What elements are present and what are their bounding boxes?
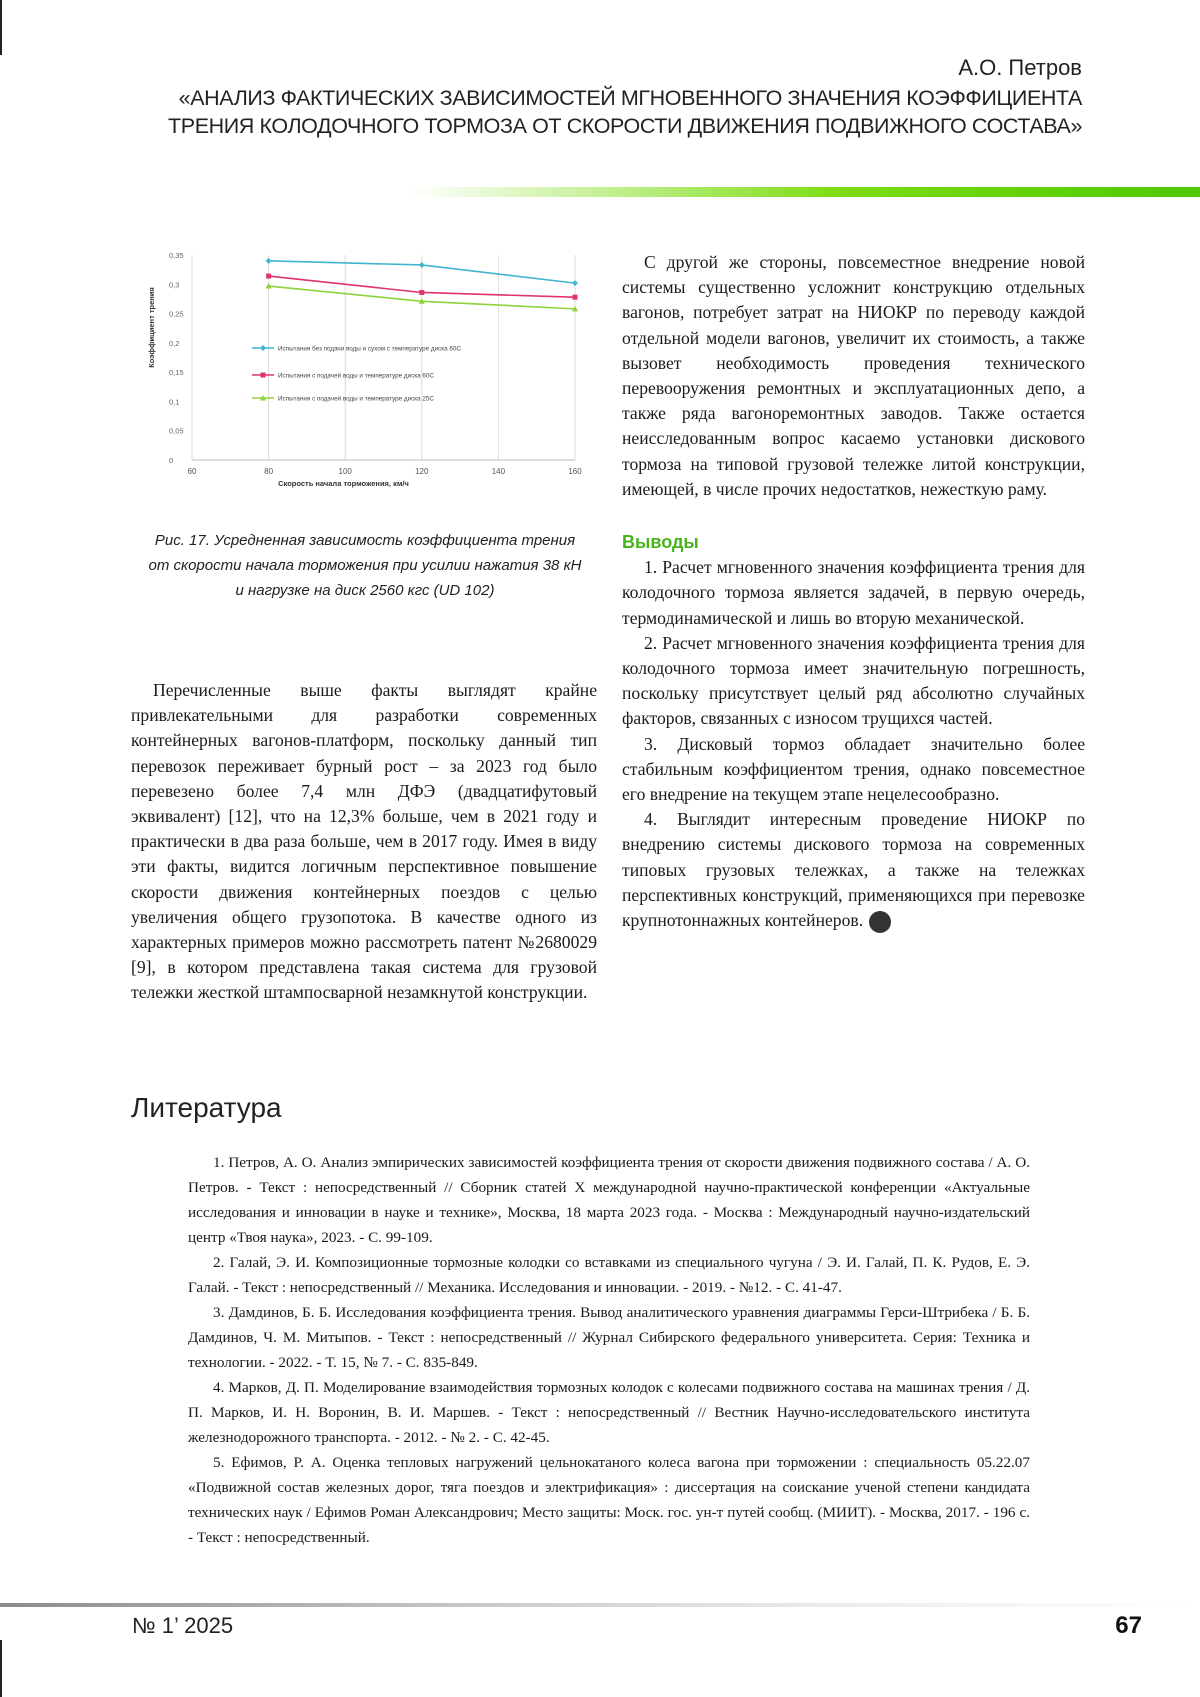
chart-x-tick: 140 bbox=[491, 467, 506, 476]
chart-y-label: Коэффициент трения bbox=[147, 287, 156, 368]
chart-y-tick: 0 bbox=[169, 456, 174, 465]
chart-point bbox=[573, 295, 578, 300]
paragraph: Перечисленные выше факты выглядят крайне привлекательными для разработки современных контейнерных вагонов-платформ, поскольку данный тип перевозок переживает бурный рост – за 2023 год было перевезено более 7,4 млн ДФЭ (двадцатифутовый эквивалент) [12], что на 12,3% больше, чем в 2021 году и практически в два раза больше, чем в 2017 году. Имея в виду эти факты, видится логичным перспективное повышение скорости движения контейнерных поездов с целью увеличения общего грузопотока. В качестве одного из характерных примеров можно рассмотреть патент №2680029 [9], в котором представлена такая система для грузовой тележки жесткой штампосварной незамкнутой конструкции. bbox=[131, 680, 597, 1003]
reference-item: 4. Марков, Д. П. Моделирование взаимодействия тормозных колодок с колесами подвижного состава на машинах трения / Д. П. Марков, И. Н. Воронин, В. И. Маршев. - Текст : непосредственный // Вестник Научно-исследовательского института железнодорожного транспорта. - 2012. - № 2. - С. 42-45. bbox=[188, 1379, 1030, 1446]
chart-legend-label: Испытания с подачей воды и температуре диска 60С bbox=[278, 372, 434, 380]
issue-number: № 1’ 2025 bbox=[132, 1613, 234, 1638]
chart-legend-label: Испытания с подачей воды и температуре диска 25С bbox=[278, 395, 434, 403]
header-accent-bar bbox=[410, 187, 1200, 197]
chart-y-tick: 0,05 bbox=[169, 426, 184, 436]
page-number: 67 bbox=[1115, 1612, 1142, 1639]
conclusions-heading: Выводы bbox=[622, 532, 699, 553]
chart-x-tick: 100 bbox=[338, 467, 352, 476]
caption-line1: Рис. 17. Усредненная зависимость коэффициента трения bbox=[154, 532, 576, 549]
right-column bbox=[622, 250, 1085, 933]
header-title-line2: ТРЕНИЯ КОЛОДОЧНОГО ТОРМОЗА ОТ СКОРОСТИ ДВИЖЕНИЯ ПОДВИЖНОГО СОСТАВА» bbox=[168, 114, 1082, 138]
chart-x-tick: 60 bbox=[187, 467, 197, 476]
conclusion-3: 3. Дисковый тормоз обладает значительно более стабильным коэффициентом трения, однако повсеместное его внедрение на текущем этапе нецелесообразно. bbox=[622, 733, 1085, 805]
reference-list bbox=[188, 1150, 1030, 1550]
chart-y-tick: 0,1 bbox=[169, 397, 180, 407]
crop-mark-bottom bbox=[0, 1640, 2, 1697]
literature-heading: Литература bbox=[131, 1092, 282, 1123]
chart-y-tick: 0,3 bbox=[169, 280, 180, 290]
caption-line3: и нагрузке на диск 2560 кгс (UD 102) bbox=[235, 582, 495, 599]
chart-legend-marker bbox=[261, 373, 266, 378]
chart-x-tick: 160 bbox=[568, 467, 582, 476]
left-column bbox=[131, 678, 597, 1006]
paragraph: С другой же стороны, повсеместное внедрение новой системы существенно усложнит конструкцию отдельных вагонов, потребует затрат на НИОКР по переводу каждой отдельной модели вагонов, увеличит их стоимость, а также вызовет необходимость проведения технического перевооружения ремонтных и эксплуатационных депо, а также ряда вагоноремонтных заводов. Также остается неисследованным вопрос касаемо установки дискового тормоза на типовой грузовой тележке литой конструкции, имеющей, в числе прочих недостатков, нежесткую раму. bbox=[622, 252, 1085, 499]
header-title bbox=[82, 84, 1082, 140]
chart-y-tick: 0,2 bbox=[169, 338, 180, 348]
header-title-line1: «АНАЛИЗ ФАКТИЧЕСКИХ ЗАВИСИМОСТЕЙ МГНОВЕННОГО ЗНАЧЕНИЯ КОЭФФИЦИЕНТА bbox=[178, 86, 1082, 110]
chart-y-tick: 0,15 bbox=[169, 368, 184, 378]
conclusion-2: 2. Расчет мгновенного значения коэффициента трения для колодочного тормоза имеет значительную погрешность, поскольку присутствует целый ряд абсолютно случайных факторов, связанных с износом трущихся частей. bbox=[622, 632, 1085, 729]
header-author: А.О. Петров bbox=[958, 55, 1082, 80]
chart-y-tick: 0,35 bbox=[169, 251, 184, 260]
figure-caption bbox=[130, 528, 600, 603]
chart-point bbox=[419, 262, 425, 268]
chart-point bbox=[266, 258, 272, 264]
chart-legend-label: Испытания без подачи воды и сухом с температуре диска 60С bbox=[278, 345, 461, 353]
chart-point bbox=[419, 290, 424, 295]
chart-x-tick: 120 bbox=[415, 467, 429, 476]
crop-mark-top bbox=[0, 0, 2, 55]
footer-rule bbox=[0, 1603, 1200, 1607]
conclusion-1: 1. Расчет мгновенного значения коэффициента трения для колодочного тормоза является задачей, в первую очередь, термодинамической и лишь во вторую механической. bbox=[622, 557, 1085, 628]
chart-point bbox=[572, 280, 578, 286]
chart-svg bbox=[147, 251, 590, 500]
reference-item: 5. Ефимов, Р. А. Оценка тепловых нагружений цельнокатаного колеса вагона при торможении : специальность 05.22.07 «Подвижной состав железных дорог, тяга поездов и электрификация» : диссертация на соискание ученой степени кандидата технических наук / Ефимов Роман Александрович; Место защиты: Моск. гос. ун-т путей сообщ. (МИИТ). - Москва, 2017. - 196 с. - Текст : непосредственный. bbox=[188, 1454, 1030, 1546]
journal-logo-icon: ИТТ bbox=[869, 911, 891, 933]
chart-point bbox=[266, 274, 271, 279]
chart-legend-marker bbox=[260, 345, 266, 351]
reference-item: 1. Петров, А. О. Анализ эмпирических зависимостей коэффициента трения от скорости движения подвижного состава / А. О. Петров. - Текст : непосредственный // Сборник статей X международной научно-практической конференции «Актуальные исследования и инновации в науке и технике», Москва, 18 марта 2023 года. - Москва : Международный научно-издательский центр «Твоя наука», 2023. - С. 99-109. bbox=[188, 1154, 1030, 1246]
caption-line2: от скорости начала торможения при усилии нажатия 38 кН bbox=[148, 557, 582, 574]
conclusion-4 bbox=[622, 807, 1085, 933]
chart-y-tick: 0,25 bbox=[169, 309, 184, 319]
friction-chart bbox=[147, 251, 590, 500]
chart-x-label: Скорость начала торможения, км/ч bbox=[278, 479, 409, 488]
chart-x-tick: 80 bbox=[264, 467, 274, 476]
conclusion-4-text: 4. Выглядит интересным проведение НИОКР по внедрению системы дискового тормоза на современных типовых грузовых тележках, а также на тележках перспективных конструкций, применяющихся при перевозке крупнотоннажных контейнеров. bbox=[622, 809, 1085, 931]
reference-item: 3. Дамдинов, Б. Б. Исследования коэффициента трения. Вывод аналитического уравнения диаграммы Герси-Штрибека / Б. Б. Дамдинов, Ч. М. Митыпов. - Текст : непосредственный // Журнал Сибирского федерального университета. Серия: Техника и технологии. - 2022. - Т. 15, № 7. - С. 835-849. bbox=[188, 1304, 1030, 1371]
reference-item: 2. Галай, Э. И. Композиционные тормозные колодки со вставками из специального чугуна / Э. И. Галай, П. К. Рудов, Е. Э. Галай. - Текст : непосредственный // Механика. Исследования и инновации. - 2019. - №12. - С. 41-47. bbox=[188, 1254, 1030, 1296]
